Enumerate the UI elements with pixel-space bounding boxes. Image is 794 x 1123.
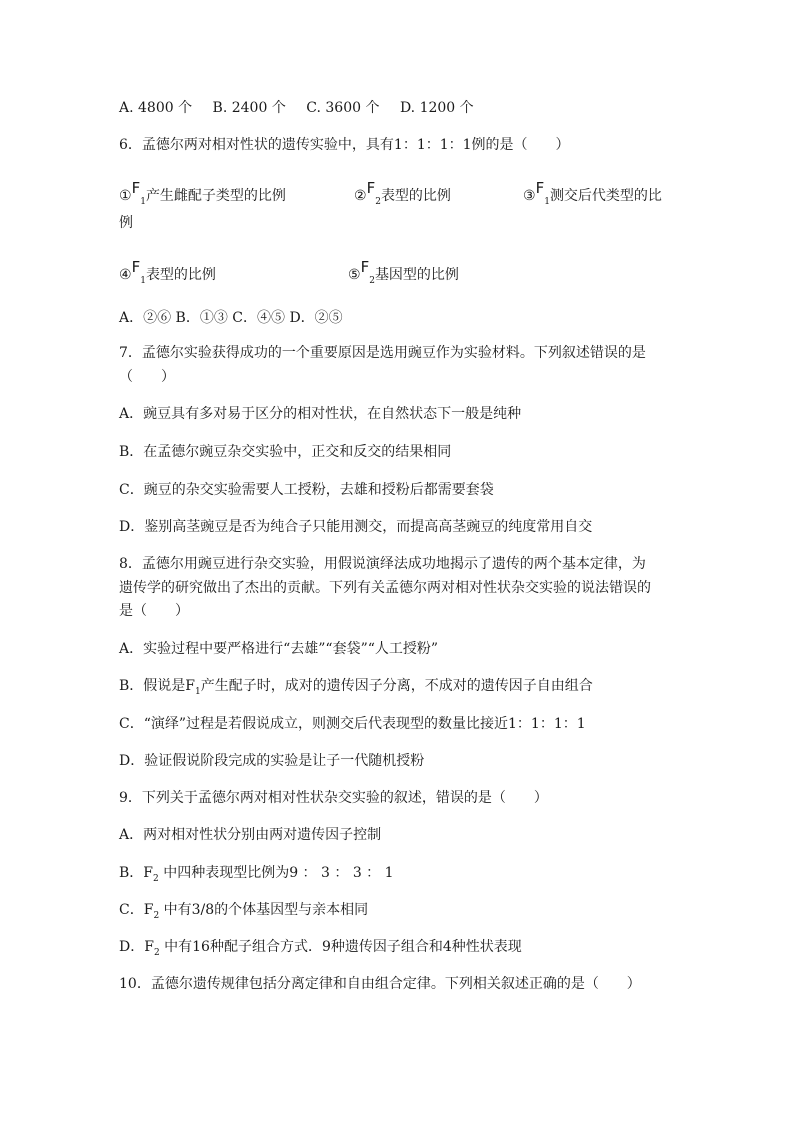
q6-item-5: $⑤F_2$基因型的比例 bbox=[348, 258, 459, 286]
q8-option-d: D．验证假说阶段完成的实验是让子一代随机授粉 bbox=[119, 753, 425, 769]
q6-item-1: $①F_1$产生雌配子类型的比例 bbox=[119, 179, 286, 207]
q7-option-d: D．鉴别高茎豌豆是否为纯合子只能用测交，而提高高茎豌豆的纯度常用自交 bbox=[119, 519, 593, 535]
q6-item-3-continued: 例 bbox=[119, 215, 133, 231]
q9-stem: 9．下列关于孟德尔两对相对性状杂交实验的叙述，错误的是（ ） bbox=[119, 790, 548, 806]
q6-answers: A．②⑥ B．①③ C．④⑤ D．②⑤ bbox=[119, 310, 343, 326]
q8-stem-line3: 是（ ） bbox=[119, 603, 189, 619]
q5-option-a: A. 4800 个 bbox=[119, 100, 193, 116]
q7-option-c: C．豌豆的杂交实验需要人工授粉，去雄和授粉后都需要套袋 bbox=[119, 482, 494, 498]
q8-option-a: A．实验过程中要严格进行“去雄”“套袋”“人工授粉” bbox=[119, 641, 439, 657]
q7-option-a: A．豌豆具有多对易于区分的相对性状，在自然状态下一般是纯种 bbox=[119, 406, 522, 422]
q8-option-b: B．假说是$F_1$产生配子时，成对的遗传因子分离，不成对的遗传因子自由组合 bbox=[119, 678, 593, 697]
q9-option-a: A．两对相对性状分别由两对遗传因子控制 bbox=[119, 827, 382, 843]
q7-stem-line2: （ ） bbox=[119, 369, 175, 385]
q6-items-row2 bbox=[119, 258, 684, 291]
q7-option-b: B．在孟德尔豌豆杂交实验中，正交和反交的结果相同 bbox=[119, 444, 452, 460]
q6-items-row1 bbox=[119, 179, 684, 212]
q6-item-2: $②F_2$表型的比例 bbox=[354, 179, 451, 207]
q5-option-d: D. 1200 个 bbox=[399, 100, 474, 116]
q10-stem: 10．孟德尔遗传规律包括分离定律和自由组合定律。下列相关叙述正确的是（ ） bbox=[119, 976, 641, 992]
q6-item-4: $④F_1$表型的比例 bbox=[119, 258, 216, 286]
q5-options bbox=[119, 97, 684, 119]
q7-stem-line1: 7．孟德尔实验获得成功的一个重要原因是选用豌豆作为实验材料。下列叙述错误的是 bbox=[119, 345, 646, 361]
q9-option-c: C．$F_2$ 中有3/8的个体基因型与亲本相同 bbox=[119, 902, 369, 921]
q6-item-3: $③F_1$测交后代类型的比 bbox=[523, 179, 662, 207]
q6-stem: 6．孟德尔两对相对性状的遗传实验中，具有1：1：1：1例的是（ ） bbox=[119, 137, 570, 153]
q5-option-c: C. 3600 个 bbox=[306, 100, 380, 116]
q9-option-d: D．$F_2$ 中有16种配子组合方式．9种遗传因子组合和4种性状表现 bbox=[119, 939, 522, 958]
q8-stem-line2: 遗传学的研究做出了杰出的贡献。下列有关孟德尔两对相对性状杂交实验的说法错误的 bbox=[119, 580, 651, 596]
q8-option-c: C．“演绎”过程是若假说成立，则测交后代表现型的数量比接近1：1：1：1 bbox=[119, 716, 586, 732]
q5-option-b: B. 2400 个 bbox=[212, 100, 286, 116]
q9-option-b: B．$F_2$ 中四种表现型比例为9 ： 3 ： 3 ： 1 bbox=[119, 865, 394, 884]
q8-stem-line1: 8．孟德尔用豌豆进行杂交实验，用假说演绎法成功地揭示了遗传的两个基本定律，为 bbox=[119, 556, 646, 572]
